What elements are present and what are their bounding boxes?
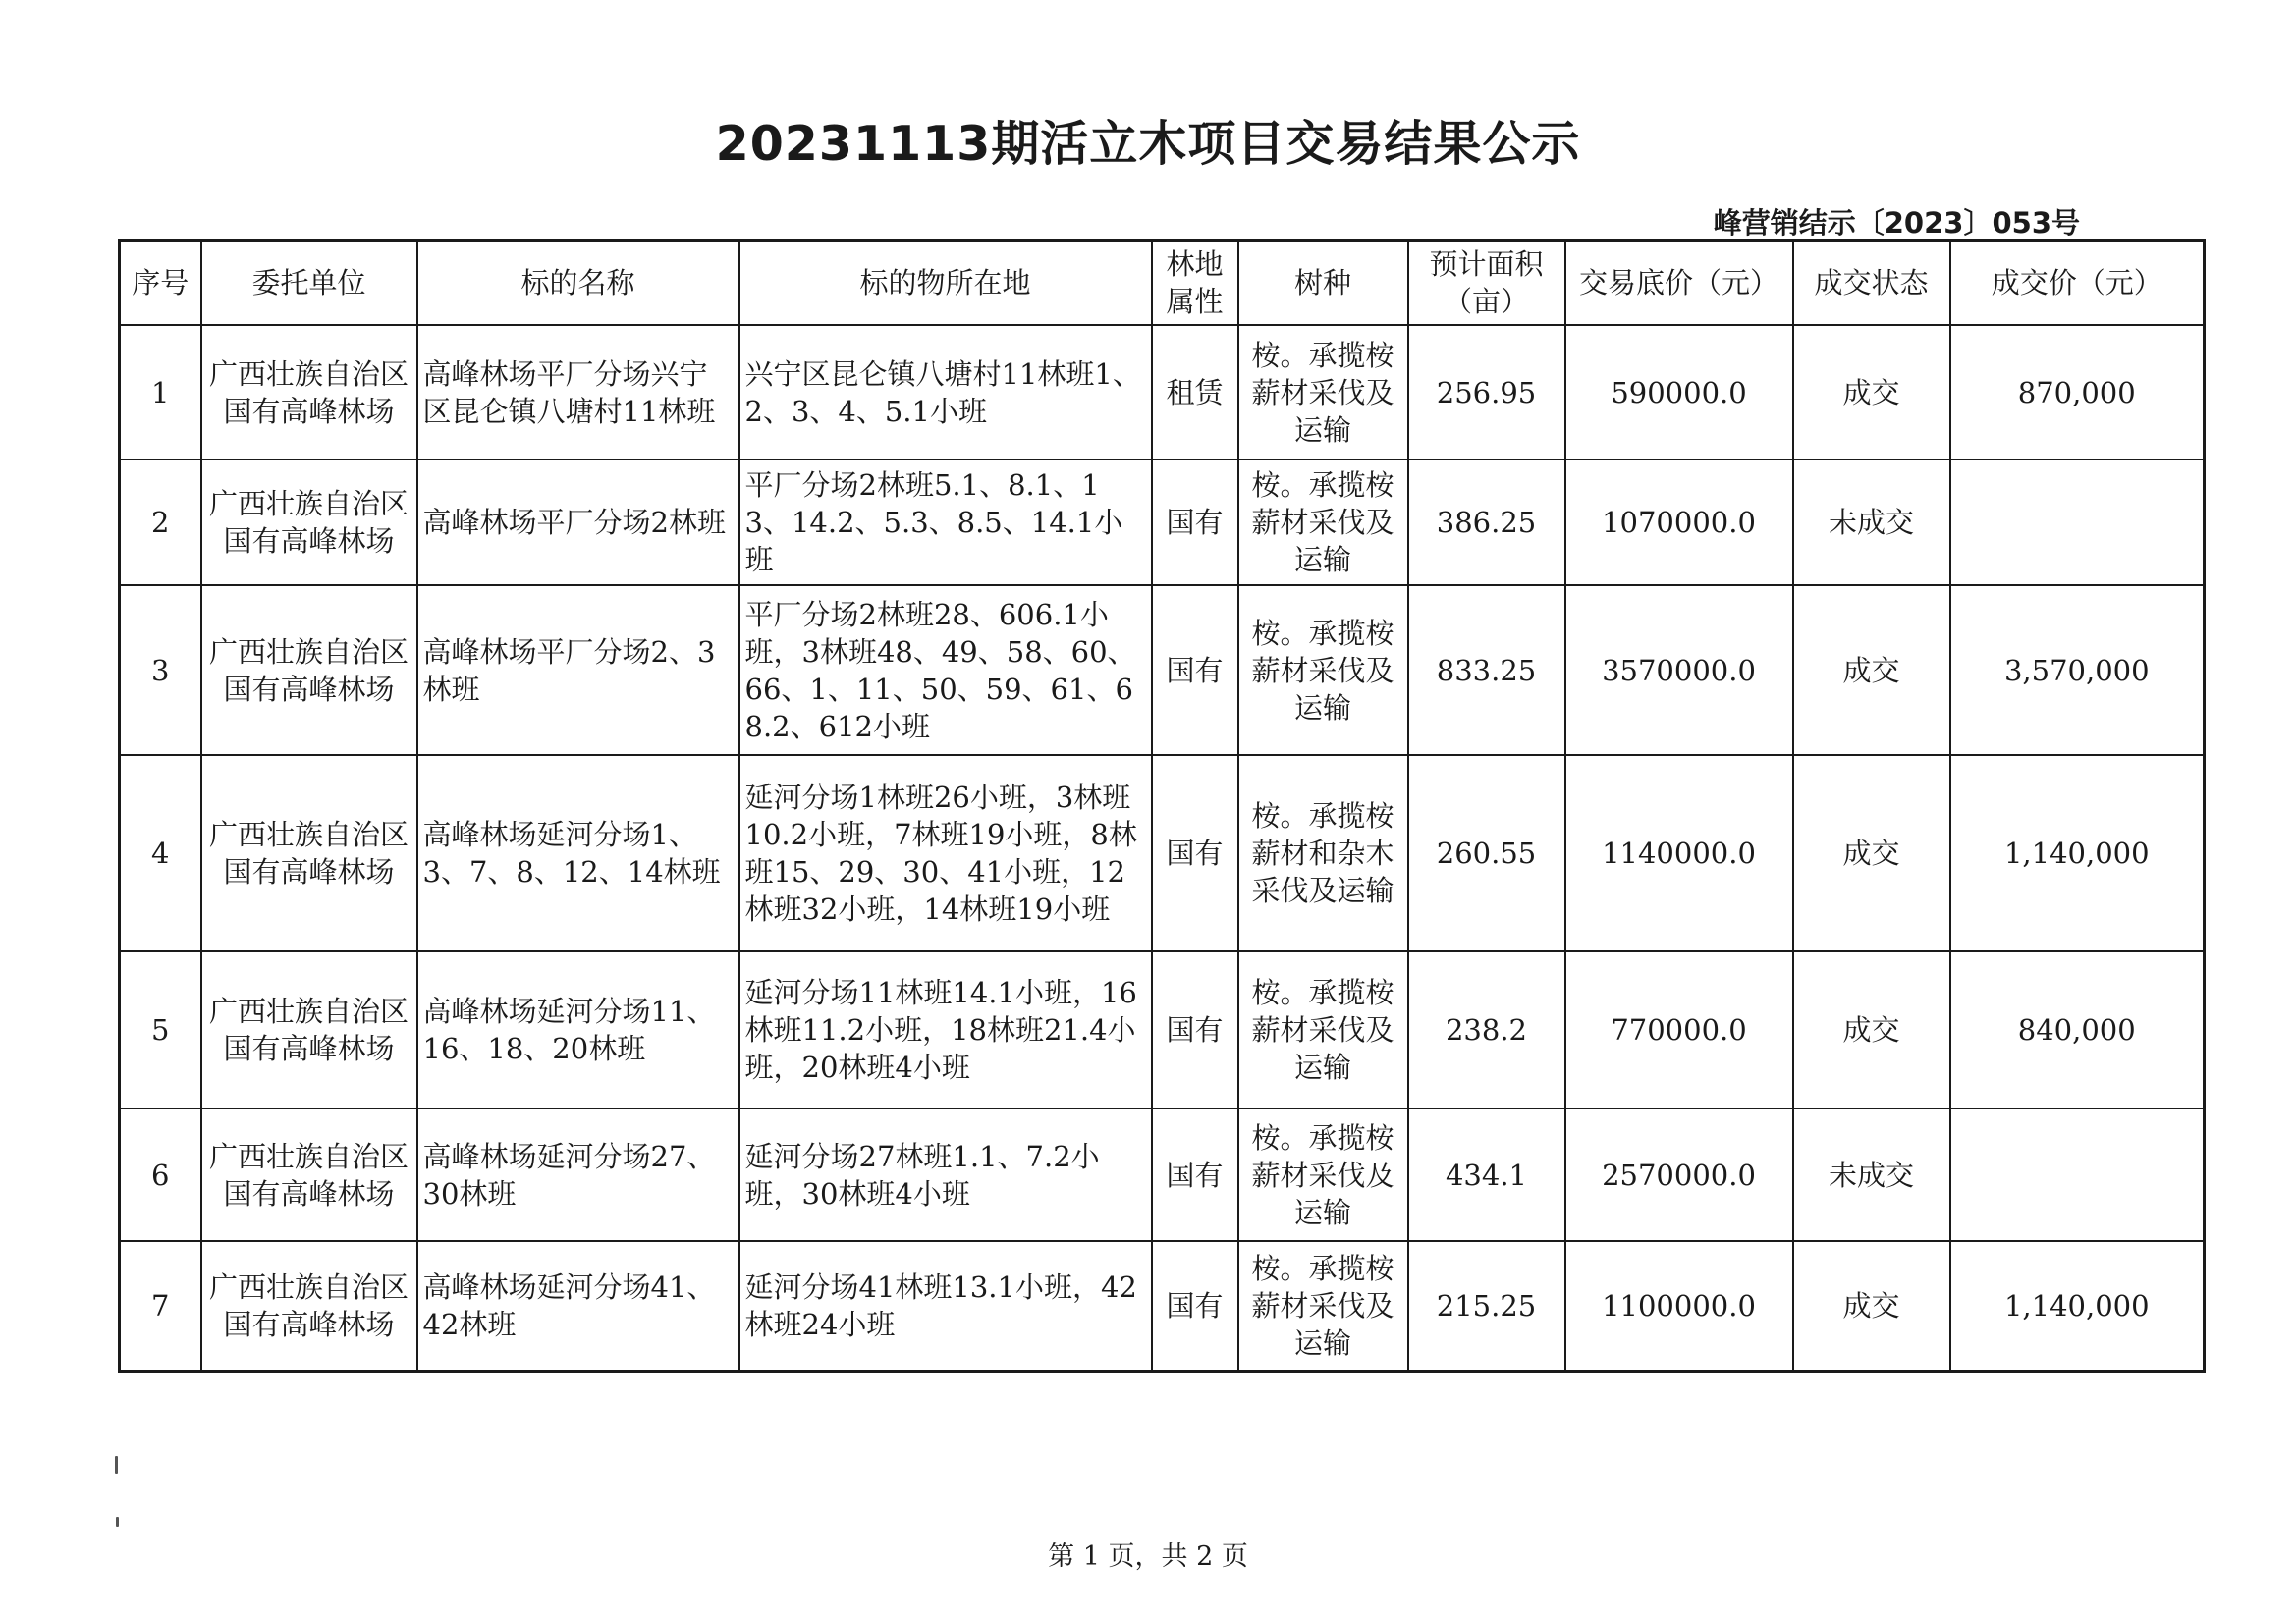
cell-species: 桉。承揽桉薪材和杂木采伐及运输 [1238, 755, 1408, 951]
cell-client: 广西壮族自治区国有高峰林场 [201, 1241, 417, 1371]
cell-location: 延河分场11林班14.1小班，16林班11.2小班，18林班21.4小班，20林班4小班 [739, 951, 1152, 1109]
cell-seq: 2 [120, 460, 201, 585]
header-species: 树种 [1238, 241, 1408, 326]
cell-location: 延河分场1林班26小班，3林班10.2小班，7林班19小班，8林班15、29、30、41小班，12林班32小班，14林班19小班 [739, 755, 1152, 951]
cell-area: 833.25 [1408, 585, 1565, 755]
table-row [120, 1109, 2205, 1241]
cell-status: 成交 [1793, 585, 1950, 755]
cell-base-price: 1100000.0 [1565, 1241, 1793, 1371]
cell-base-price: 1140000.0 [1565, 755, 1793, 951]
cell-client: 广西壮族自治区国有高峰林场 [201, 460, 417, 585]
cell-seq: 1 [120, 325, 201, 460]
cell-status: 未成交 [1793, 1109, 1950, 1241]
cell-location: 兴宁区昆仑镇八塘村11林班1、2、3、4、5.1小班 [739, 325, 1152, 460]
cell-location: 平厂分场2林班5.1、8.1、13、14.2、5.3、8.5、14.1小班 [739, 460, 1152, 585]
table-row [120, 755, 2205, 951]
cell-deal-price: 1,140,000 [1950, 1241, 2205, 1371]
document-number: 峰营销结示〔2023〕053号 [1713, 206, 2080, 240]
cell-base-price: 3570000.0 [1565, 585, 1793, 755]
cell-location: 延河分场41林班13.1小班，42林班24小班 [739, 1241, 1152, 1371]
cell-base-price: 1070000.0 [1565, 460, 1793, 585]
header-area: 预计面积（亩） [1408, 241, 1565, 326]
table-row [120, 951, 2205, 1109]
cell-land: 国有 [1152, 460, 1238, 585]
cell-name: 高峰林场延河分场1、3、7、8、12、14林班 [417, 755, 739, 951]
cell-location: 平厂分场2林班28、606.1小班，3林班48、49、58、60、66、1、11、50、59、61、68.2、612小班 [739, 585, 1152, 755]
cell-species: 桉。承揽桉薪材采伐及运输 [1238, 1109, 1408, 1241]
cell-status: 成交 [1793, 325, 1950, 460]
page-title: 20231113期活立木项目交易结果公示 [715, 116, 1581, 172]
cell-area: 215.25 [1408, 1241, 1565, 1371]
cell-deal-price [1950, 460, 2205, 585]
cell-name: 高峰林场延河分场27、30林班 [417, 1109, 739, 1241]
page-footer: 第 1 页，共 2 页 [1048, 1542, 1248, 1572]
cell-deal-price: 840,000 [1950, 951, 2205, 1109]
cell-seq: 4 [120, 755, 201, 951]
cell-species: 桉。承揽桉薪材采伐及运输 [1238, 951, 1408, 1109]
cell-species: 桉。承揽桉薪材采伐及运输 [1238, 1241, 1408, 1371]
cell-name: 高峰林场平厂分场2林班 [417, 460, 739, 585]
header-seq: 序号 [120, 241, 201, 326]
cell-client: 广西壮族自治区国有高峰林场 [201, 325, 417, 460]
cell-area: 260.55 [1408, 755, 1565, 951]
cell-area: 386.25 [1408, 460, 1565, 585]
cell-area: 434.1 [1408, 1109, 1565, 1241]
cell-status: 成交 [1793, 951, 1950, 1109]
cell-seq: 6 [120, 1109, 201, 1241]
cell-location: 延河分场27林班1.1、7.2小班，30林班4小班 [739, 1109, 1152, 1241]
cell-area: 238.2 [1408, 951, 1565, 1109]
table-row [120, 325, 2205, 460]
cell-status: 成交 [1793, 755, 1950, 951]
cell-deal-price [1950, 1109, 2205, 1241]
scan-speck [116, 1517, 119, 1527]
cell-seq: 3 [120, 585, 201, 755]
cell-name: 高峰林场延河分场11、16、18、20林班 [417, 951, 739, 1109]
header-deal-price: 成交价（元） [1950, 241, 2205, 326]
cell-area: 256.95 [1408, 325, 1565, 460]
cell-land: 国有 [1152, 1241, 1238, 1371]
header-base-price: 交易底价（元） [1565, 241, 1793, 326]
cell-client: 广西壮族自治区国有高峰林场 [201, 755, 417, 951]
cell-deal-price: 3,570,000 [1950, 585, 2205, 755]
header-status: 成交状态 [1793, 241, 1950, 326]
cell-land: 国有 [1152, 951, 1238, 1109]
cell-client: 广西壮族自治区国有高峰林场 [201, 1109, 417, 1241]
cell-client: 广西壮族自治区国有高峰林场 [201, 951, 417, 1109]
cell-species: 桉。承揽桉薪材采伐及运输 [1238, 585, 1408, 755]
header-land: 林地属性 [1152, 241, 1238, 326]
cell-deal-price: 1,140,000 [1950, 755, 2205, 951]
cell-seq: 5 [120, 951, 201, 1109]
cell-seq: 7 [120, 1241, 201, 1371]
cell-land: 租赁 [1152, 325, 1238, 460]
cell-name: 高峰林场平厂分场兴宁区昆仑镇八塘村11林班 [417, 325, 739, 460]
header-location: 标的物所在地 [739, 241, 1152, 326]
cell-deal-price: 870,000 [1950, 325, 2205, 460]
cell-land: 国有 [1152, 1109, 1238, 1241]
table-row [120, 460, 2205, 585]
header-client: 委托单位 [201, 241, 417, 326]
cell-name: 高峰林场延河分场41、42林班 [417, 1241, 739, 1371]
cell-base-price: 2570000.0 [1565, 1109, 1793, 1241]
cell-base-price: 770000.0 [1565, 951, 1793, 1109]
table-header-row [120, 241, 2205, 326]
cell-status: 未成交 [1793, 460, 1950, 585]
cell-species: 桉。承揽桉薪材采伐及运输 [1238, 460, 1408, 585]
cell-land: 国有 [1152, 585, 1238, 755]
cell-name: 高峰林场平厂分场2、3林班 [417, 585, 739, 755]
transaction-results-table [118, 239, 2206, 1373]
cell-client: 广西壮族自治区国有高峰林场 [201, 585, 417, 755]
cell-status: 成交 [1793, 1241, 1950, 1371]
header-name: 标的名称 [417, 241, 739, 326]
scan-speck [115, 1456, 118, 1474]
table-row [120, 585, 2205, 755]
cell-land: 国有 [1152, 755, 1238, 951]
table-row [120, 1241, 2205, 1371]
cell-base-price: 590000.0 [1565, 325, 1793, 460]
cell-species: 桉。承揽桉薪材采伐及运输 [1238, 325, 1408, 460]
